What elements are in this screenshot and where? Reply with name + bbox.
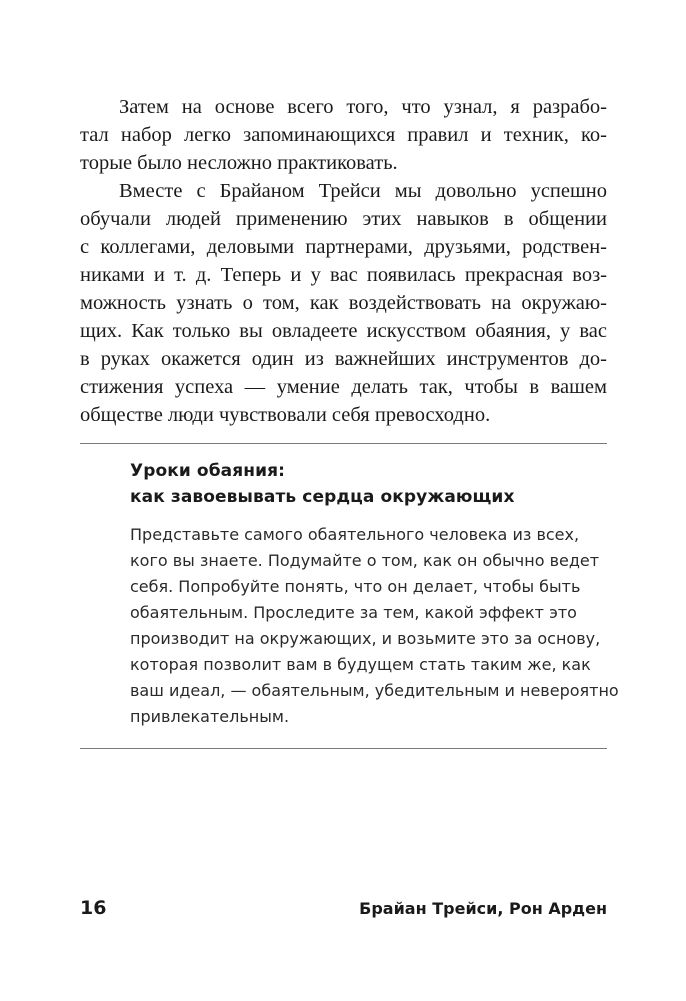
sidebar-top-divider — [80, 443, 607, 444]
page-number: 16 — [80, 897, 107, 919]
main-text-line: обучали людей применению этих навыков в общении — [80, 208, 607, 230]
sidebar-title-line: Уроки обаяния: — [130, 461, 286, 481]
sidebar-text-line: Представьте самого обаятельного человека из всех, — [130, 525, 580, 544]
sidebar-text-line: ваш идеал, — обаятельным, убедительным и невероятно — [130, 681, 619, 700]
sidebar-text-line: производит на окружающих, и возьмите это за основу, — [130, 629, 601, 648]
main-text-line: торые было несложно практиковать. — [80, 152, 398, 174]
main-text-line: в руках окажется один из важнейших инструментов до- — [80, 348, 607, 370]
main-text-line: обществе люди чувствовали себя превосходно. — [80, 404, 491, 426]
running-footer-authors: Брайан Трейси, Рон Арден — [359, 899, 607, 918]
main-text-line: с коллегами, деловыми партнерами, друзьями, родствен- — [80, 236, 607, 258]
main-text-line: щих. Как только вы овладеете искусством обаяния, у вас — [80, 320, 607, 342]
sidebar-bottom-divider — [80, 748, 607, 749]
sidebar-title-line: как завоевывать сердца окружающих — [130, 487, 515, 507]
main-text-line: тал набор легко запоминающихся правил и техник, ко- — [80, 124, 607, 146]
sidebar-text-line: привлекательным. — [130, 707, 290, 726]
sidebar-text-line: которая позволит вам в будущем стать таким же, как — [130, 655, 591, 674]
sidebar-text-line: кого вы знаете. Подумайте о том, как он обычно ведет — [130, 551, 600, 570]
main-text-line: можность узнать о том, как воздействовать на окружаю- — [80, 292, 607, 314]
main-text-line: Затем на основе всего того, что узнал, я разрабо- — [119, 96, 607, 118]
sidebar-text-line: себя. Попробуйте понять, что он делает, чтобы быть — [130, 577, 581, 596]
main-text-line: Вместе с Брайаном Трейси мы довольно успешно — [119, 180, 607, 202]
main-text-line: никами и т. д. Теперь и у вас появилась прекрасная воз- — [80, 264, 607, 286]
sidebar-text-line: обаятельным. Проследите за тем, какой эффект это — [130, 603, 577, 622]
main-text-line: стижения успеха — умение делать так, чтобы в вашем — [80, 376, 607, 398]
